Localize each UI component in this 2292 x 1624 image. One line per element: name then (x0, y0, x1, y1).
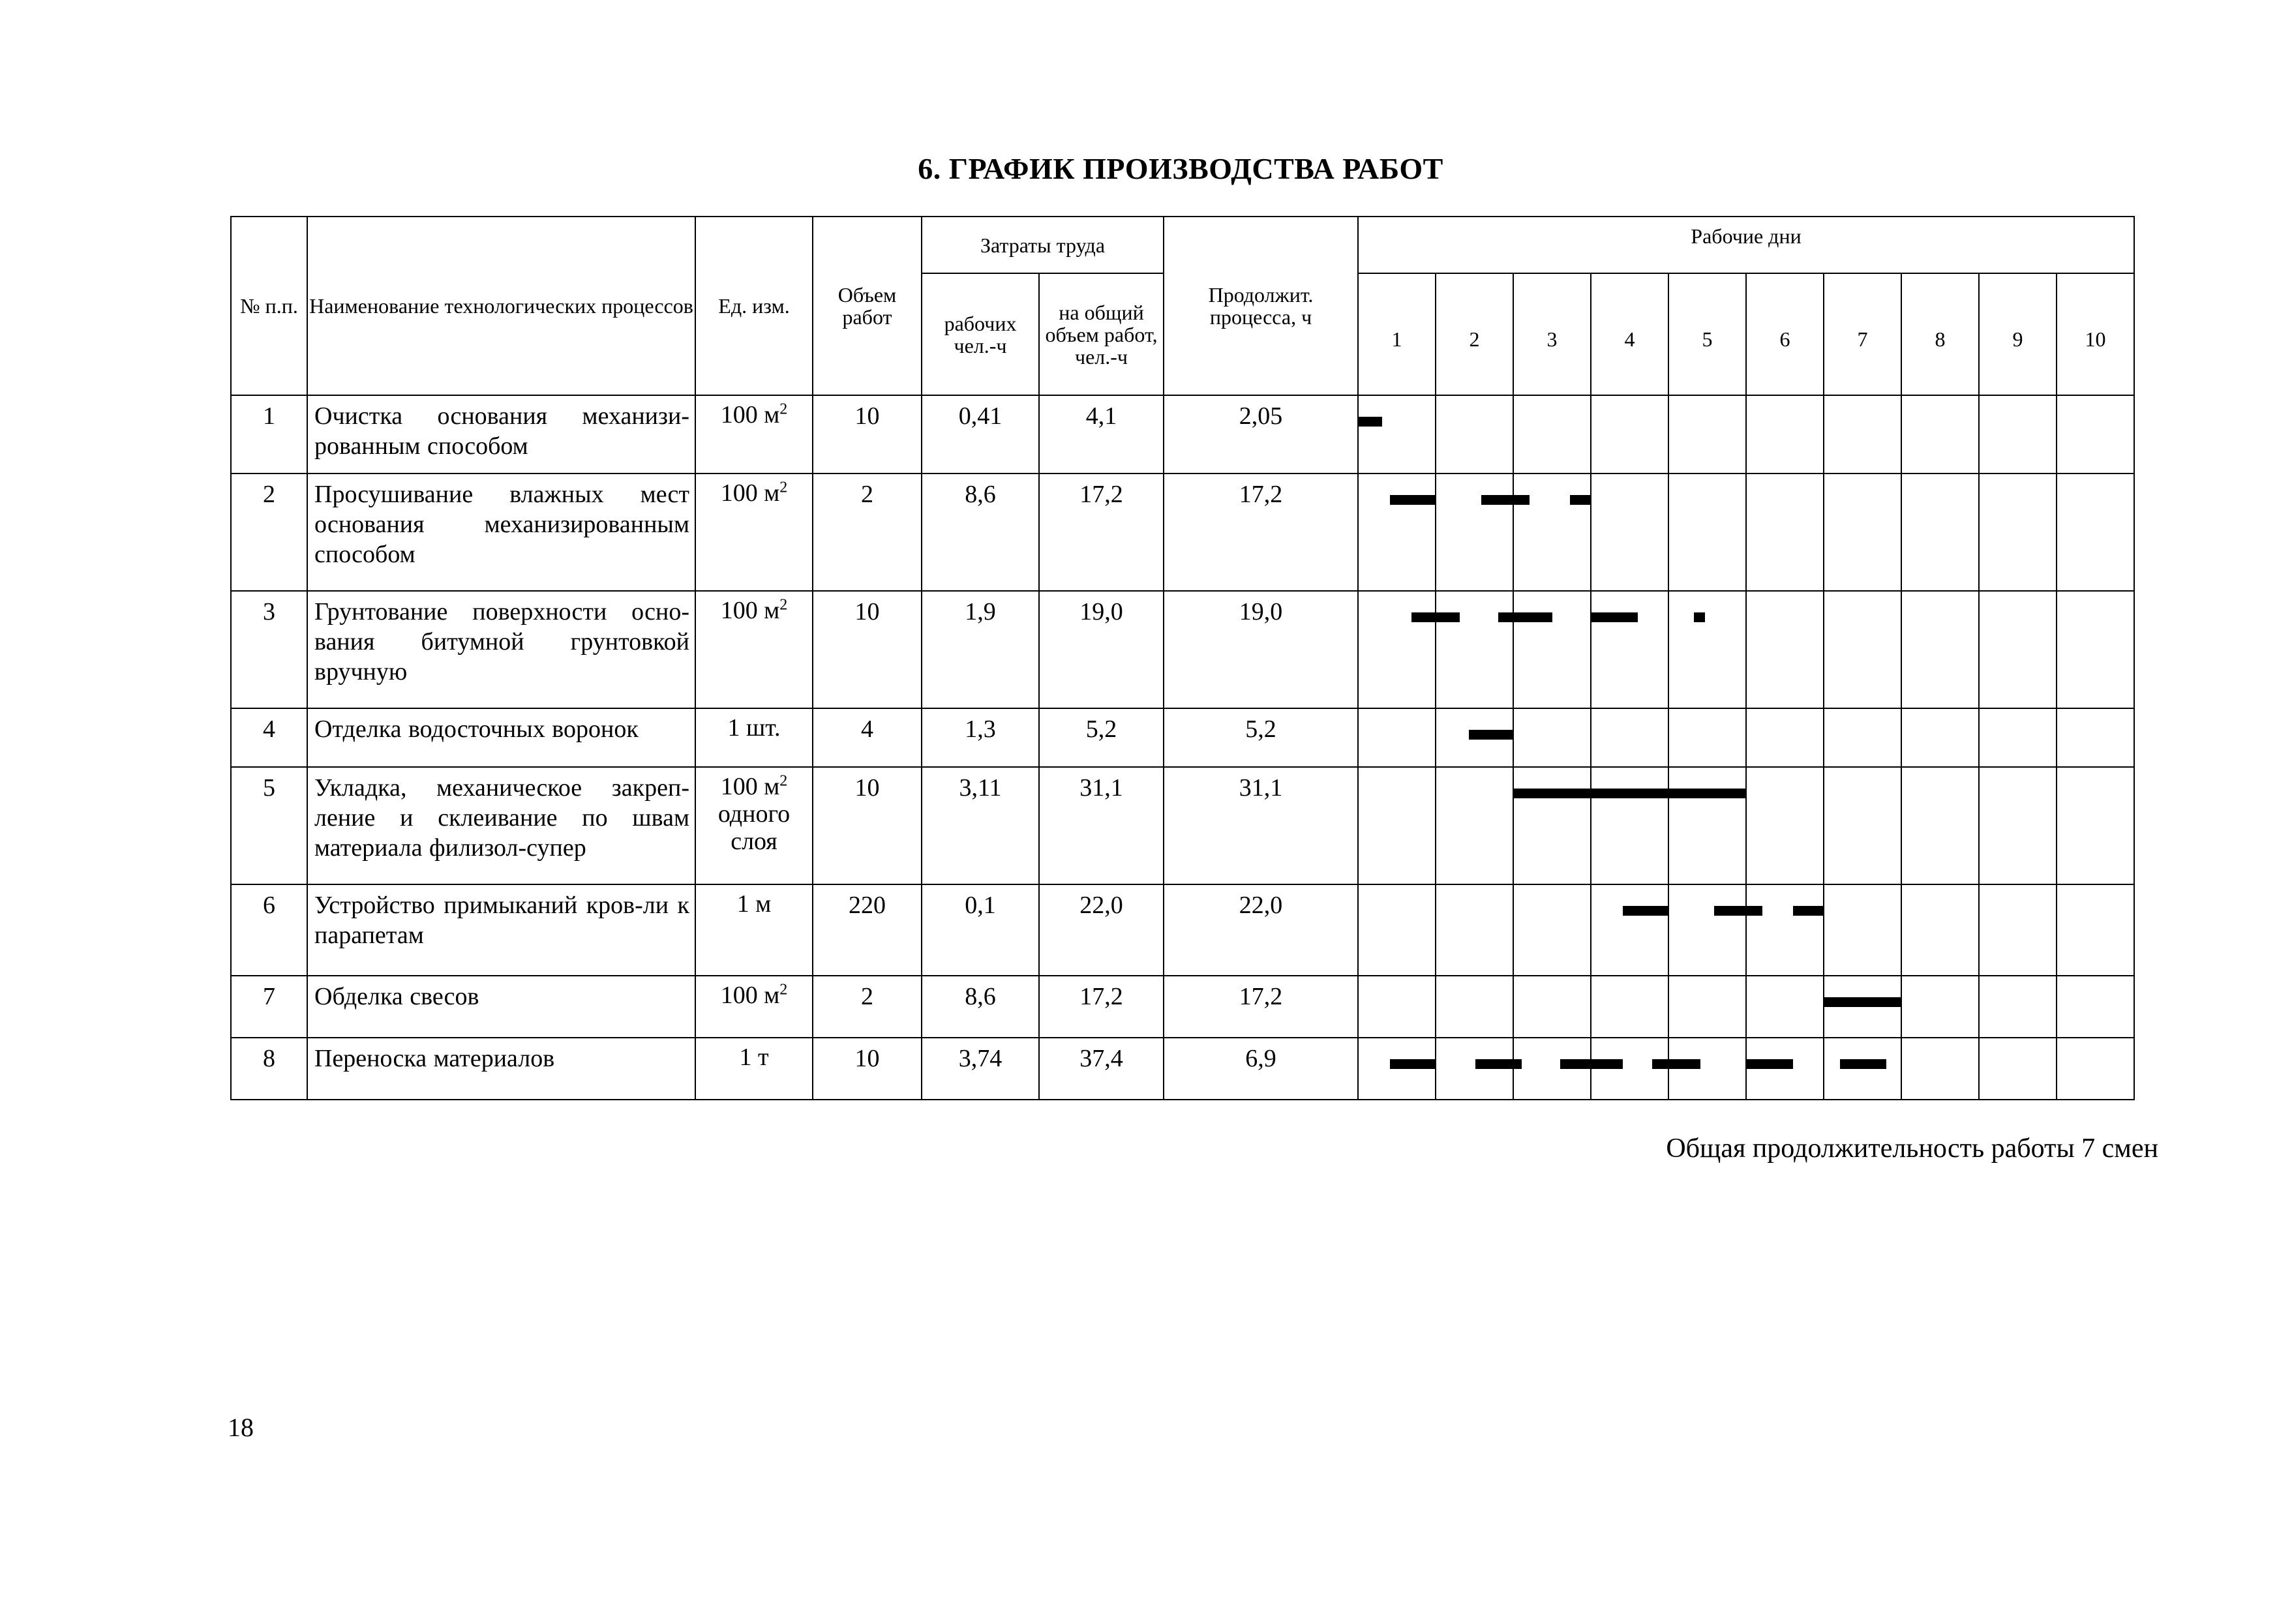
day-cell-8 (1901, 708, 1979, 767)
day-cell-10 (2057, 767, 2134, 884)
day-cell-5 (1668, 976, 1746, 1038)
day-cell-6 (1746, 395, 1824, 474)
labor-per-worker: 8,6 (922, 976, 1039, 1038)
labor-total: 17,2 (1039, 976, 1164, 1038)
day-cell-10 (2057, 395, 2134, 474)
header-day-6: 6 (1746, 273, 1824, 395)
row-number: 6 (231, 884, 307, 976)
process-name: Отделка водосточных воронок (307, 708, 695, 767)
unit-text: 100 м (720, 982, 780, 1009)
work-volume: 2 (813, 976, 922, 1038)
day-cell-4 (1591, 884, 1668, 976)
process-duration: 31,1 (1164, 767, 1358, 884)
process-duration: 17,2 (1164, 976, 1358, 1038)
day-cell-2 (1436, 884, 1513, 976)
process-name: Переноска материалов (307, 1038, 695, 1100)
day-cell-5 (1668, 591, 1746, 708)
unit-text: 100 м (720, 773, 780, 800)
unit-extra: одного слоя (717, 800, 791, 855)
day-cell-5 (1668, 474, 1746, 591)
labor-total: 4,1 (1039, 395, 1164, 474)
labor-per-worker: 1,9 (922, 591, 1039, 708)
unit-of-measure (695, 1038, 813, 1100)
row-number: 8 (231, 1038, 307, 1100)
row-number: 5 (231, 767, 307, 884)
table-row (231, 767, 2134, 884)
header-day-7: 7 (1824, 273, 1901, 395)
process-duration: 5,2 (1164, 708, 1358, 767)
gantt-bar (1694, 612, 1705, 622)
day-cell-2 (1436, 976, 1513, 1038)
day-cell-10 (2057, 708, 2134, 767)
labor-total: 22,0 (1039, 884, 1164, 976)
day-cell-9 (1979, 884, 2057, 976)
day-cell-9 (1979, 976, 2057, 1038)
gantt-bar (1390, 1059, 1436, 1069)
header-day-1: 1 (1358, 273, 1436, 395)
day-cell-3 (1513, 767, 1591, 884)
labor-total: 19,0 (1039, 591, 1164, 708)
day-cell-1 (1358, 976, 1436, 1038)
gantt-bar (1560, 1059, 1622, 1069)
day-cell-1 (1358, 1038, 1436, 1100)
day-cell-3 (1513, 474, 1591, 591)
gantt-bar (1475, 1059, 1522, 1069)
day-cell-10 (2057, 591, 2134, 708)
unit-superscript: 2 (779, 981, 788, 999)
day-cell-6 (1746, 708, 1824, 767)
unit-text: 1 т (739, 1044, 769, 1071)
header-work-days: Рабочие дни (1358, 217, 2134, 273)
day-cell-1 (1358, 767, 1436, 884)
day-cell-4 (1591, 591, 1668, 708)
work-volume: 10 (813, 1038, 922, 1100)
gantt-bar (1570, 495, 1591, 505)
day-cell-10 (2057, 884, 2134, 976)
process-name: Обделка свесов (307, 976, 695, 1038)
process-duration: 2,05 (1164, 395, 1358, 474)
header-day-10: 10 (2057, 273, 2134, 395)
header-duration: Продолжит. процесса, ч (1164, 217, 1358, 395)
day-cell-4 (1591, 708, 1668, 767)
day-cell-2 (1436, 767, 1513, 884)
unit-of-measure (695, 708, 813, 767)
table-row (231, 884, 2134, 976)
header-day-4: 4 (1591, 273, 1668, 395)
labor-total: 31,1 (1039, 767, 1164, 884)
work-volume: 10 (813, 767, 922, 884)
gantt-bar (1390, 495, 1436, 505)
labor-per-worker: 1,3 (922, 708, 1039, 767)
day-cell-6 (1746, 474, 1824, 591)
day-cell-6 (1746, 976, 1824, 1038)
unit-of-measure (695, 395, 813, 474)
labor-total: 5,2 (1039, 708, 1164, 767)
day-cell-8 (1901, 976, 1979, 1038)
unit-superscript: 2 (779, 596, 788, 614)
day-cell-7 (1824, 976, 1901, 1038)
row-number: 7 (231, 976, 307, 1038)
day-cell-7 (1824, 884, 1901, 976)
day-cell-9 (1979, 474, 2057, 591)
header-labor-total: на общий объем работ, чел.-ч (1039, 273, 1164, 395)
header-labor: Затраты труда (922, 217, 1164, 273)
process-name: Очистка основания механизи-рованным способом (307, 395, 695, 474)
day-cell-10 (2057, 976, 2134, 1038)
day-cell-2 (1436, 708, 1513, 767)
row-number: 2 (231, 474, 307, 591)
unit-text: 1 шт. (727, 714, 781, 742)
labor-total: 17,2 (1039, 474, 1164, 591)
day-cell-7 (1824, 767, 1901, 884)
labor-total: 37,4 (1039, 1038, 1164, 1100)
day-cell-8 (1901, 1038, 1979, 1100)
row-number: 1 (231, 395, 307, 474)
gantt-bar (1411, 612, 1460, 622)
day-cell-1 (1358, 884, 1436, 976)
work-volume: 4 (813, 708, 922, 767)
day-cell-6 (1746, 767, 1824, 884)
unit-text: 100 м (720, 479, 780, 507)
page-title: 6. ГРАФИК ПРОИЗВОДСТВА РАБОТ (918, 152, 1443, 185)
header-day-9: 9 (1979, 273, 2057, 395)
day-cell-3 (1513, 591, 1591, 708)
unit-text: 1 м (736, 890, 772, 918)
day-cell-4 (1591, 976, 1668, 1038)
day-cell-4 (1591, 474, 1668, 591)
table-row (231, 708, 2134, 767)
day-cell-2 (1436, 474, 1513, 591)
gantt-bar (1840, 1059, 1886, 1069)
row-number: 4 (231, 708, 307, 767)
process-duration: 19,0 (1164, 591, 1358, 708)
day-cell-7 (1824, 591, 1901, 708)
header-labor-worker: рабочих чел.-ч (922, 273, 1039, 395)
day-cell-5 (1668, 395, 1746, 474)
gantt-bar (1793, 906, 1824, 916)
day-cell-9 (1979, 591, 2057, 708)
day-cell-7 (1824, 474, 1901, 591)
unit-of-measure (695, 976, 813, 1038)
day-cell-3 (1513, 884, 1591, 976)
day-cell-3 (1513, 976, 1591, 1038)
gantt-bar (1714, 906, 1762, 916)
table-row (231, 1038, 2134, 1100)
day-cell-2 (1436, 1038, 1513, 1100)
day-cell-7 (1824, 395, 1901, 474)
day-cell-9 (1979, 708, 2057, 767)
work-volume: 220 (813, 884, 922, 976)
process-duration: 17,2 (1164, 474, 1358, 591)
day-cell-6 (1746, 591, 1824, 708)
header-name: Наименование технологических процессов (307, 217, 695, 395)
day-cell-8 (1901, 767, 1979, 884)
gantt-bar (1747, 1059, 1793, 1069)
unit-text: 100 м (720, 597, 780, 624)
process-name: Просушивание влажных мест основания механизированным способом (307, 474, 695, 591)
gantt-bar (1652, 1059, 1700, 1069)
gantt-bar (1514, 789, 1747, 798)
day-cell-10 (2057, 1038, 2134, 1100)
unit-text: 100 м (720, 401, 780, 429)
day-cell-2 (1436, 591, 1513, 708)
day-cell-7 (1824, 1038, 1901, 1100)
unit-of-measure (695, 767, 813, 884)
row-number: 3 (231, 591, 307, 708)
gantt-bar (1481, 495, 1530, 505)
gantt-bar (1623, 906, 1669, 916)
header-num: № п.п. (231, 217, 307, 395)
day-cell-8 (1901, 474, 1979, 591)
day-cell-3 (1513, 395, 1591, 474)
work-volume: 10 (813, 591, 922, 708)
table-row (231, 395, 2134, 474)
header-unit: Ед. изм. (695, 217, 813, 395)
gantt-bar (1359, 417, 1382, 427)
day-cell-1 (1358, 591, 1436, 708)
unit-superscript: 2 (779, 400, 788, 418)
header-day-8: 8 (1901, 273, 1979, 395)
page-number: 18 (228, 1413, 254, 1442)
table-row (231, 474, 2134, 591)
day-cell-9 (1979, 1038, 2057, 1100)
day-cell-8 (1901, 591, 1979, 708)
work-volume: 2 (813, 474, 922, 591)
gantt-bar (1498, 612, 1552, 622)
table-row (231, 976, 2134, 1038)
day-cell-5 (1668, 767, 1746, 884)
day-cell-6 (1746, 884, 1824, 976)
labor-per-worker: 3,74 (922, 1038, 1039, 1100)
day-cell-1 (1358, 474, 1436, 591)
unit-superscript: 2 (779, 772, 788, 790)
unit-of-measure (695, 591, 813, 708)
gantt-bar (1824, 997, 1902, 1007)
day-cell-1 (1358, 708, 1436, 767)
header-day-2: 2 (1436, 273, 1513, 395)
table-row (231, 591, 2134, 708)
labor-per-worker: 0,1 (922, 884, 1039, 976)
unit-superscript: 2 (779, 479, 788, 496)
gantt-bar (1469, 730, 1514, 740)
process-name: Грунтование поверхности осно-вания битумной грунтовкой вручную (307, 591, 695, 708)
day-cell-3 (1513, 1038, 1591, 1100)
day-cell-10 (2057, 474, 2134, 591)
day-cell-4 (1591, 395, 1668, 474)
header-day-5: 5 (1668, 273, 1746, 395)
day-cell-9 (1979, 395, 2057, 474)
day-cell-6 (1746, 1038, 1824, 1100)
unit-of-measure (695, 884, 813, 976)
day-cell-5 (1668, 708, 1746, 767)
header-day-3: 3 (1513, 273, 1591, 395)
work-schedule-table (230, 216, 2135, 1100)
labor-per-worker: 3,11 (922, 767, 1039, 884)
header-volume: Объем работ (813, 217, 922, 395)
day-cell-2 (1436, 395, 1513, 474)
unit-of-measure (695, 474, 813, 591)
process-name: Укладка, механическое закреп-ление и склеивание по швам материала филизол-супер (307, 767, 695, 884)
day-cell-3 (1513, 708, 1591, 767)
process-name: Устройство примыканий кров-ли к парапетам (307, 884, 695, 976)
day-cell-5 (1668, 884, 1746, 976)
gantt-bar (1591, 612, 1638, 622)
day-cell-7 (1824, 708, 1901, 767)
labor-per-worker: 0,41 (922, 395, 1039, 474)
day-cell-4 (1591, 767, 1668, 884)
total-duration-note: Общая продолжительность работы 7 смен (1666, 1134, 2158, 1164)
day-cell-8 (1901, 395, 1979, 474)
labor-per-worker: 8,6 (922, 474, 1039, 591)
process-duration: 6,9 (1164, 1038, 1358, 1100)
day-cell-8 (1901, 884, 1979, 976)
day-cell-9 (1979, 767, 2057, 884)
work-volume: 10 (813, 395, 922, 474)
process-duration: 22,0 (1164, 884, 1358, 976)
day-cell-1 (1358, 395, 1436, 474)
